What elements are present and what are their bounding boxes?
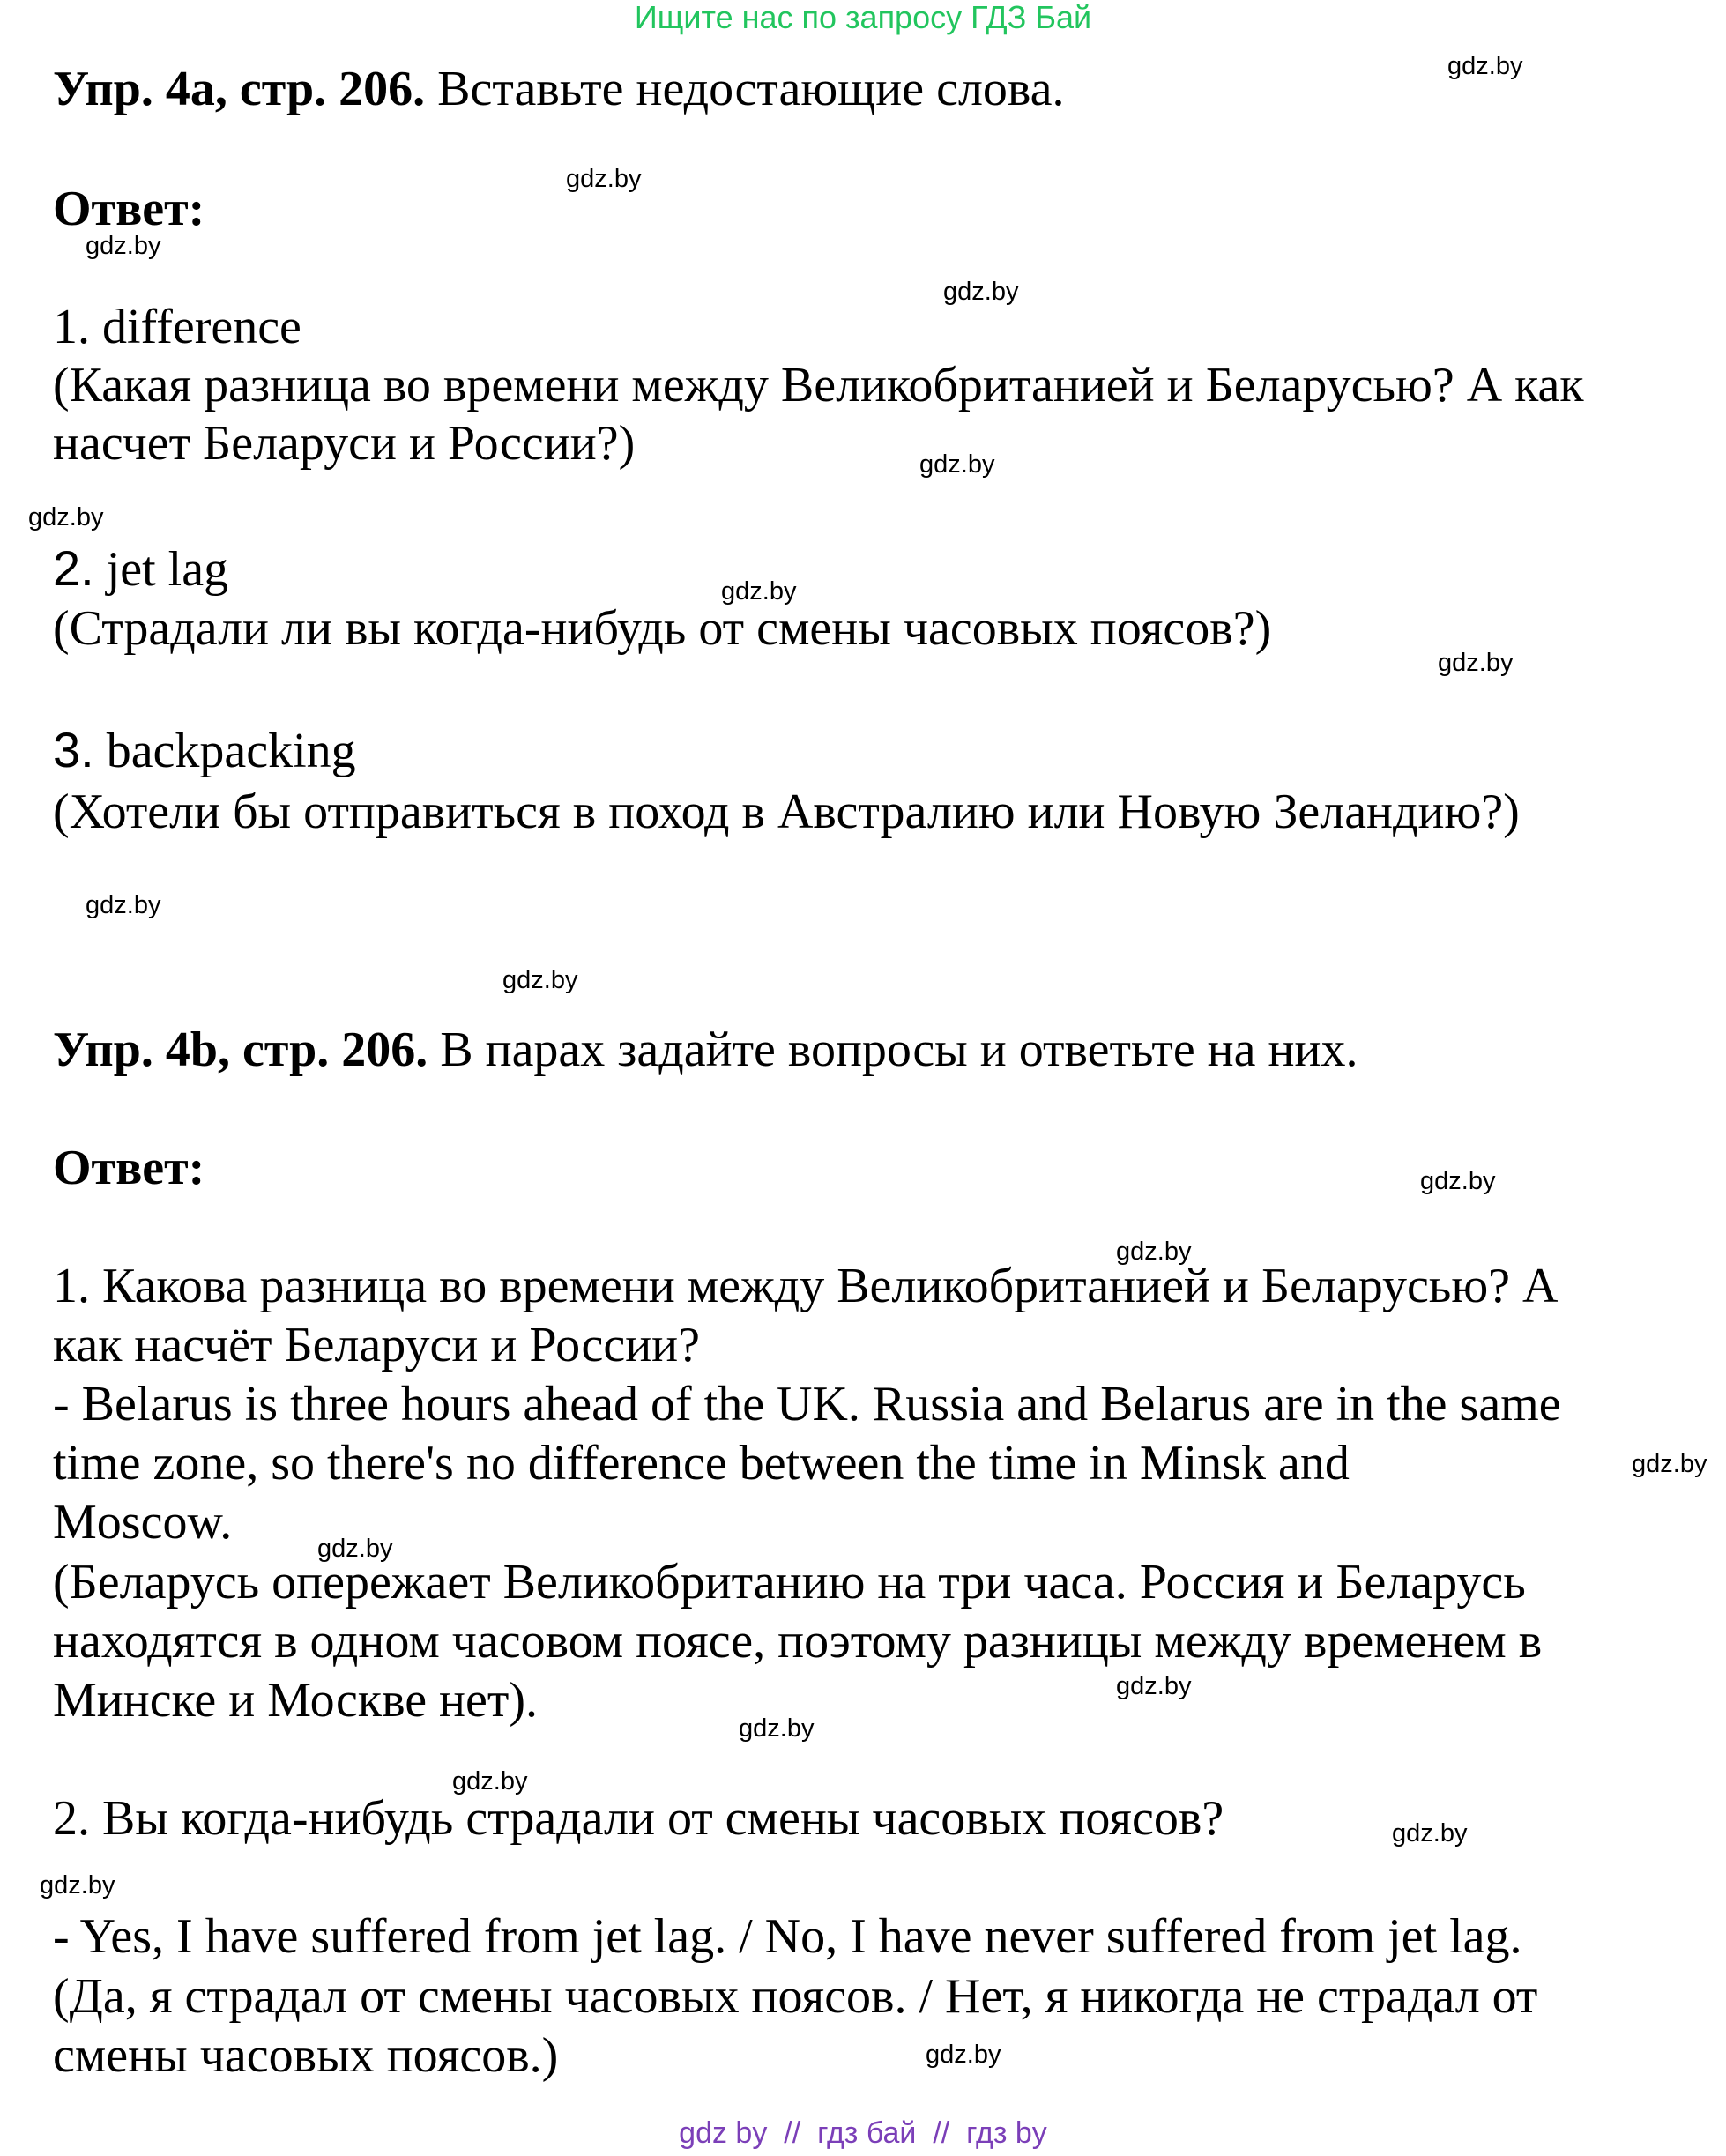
banner-text[interactable]: Ищите нас по запросу ГДЗ Бай [634, 0, 1092, 35]
watermark: gdz.by [502, 966, 578, 994]
footer-separator: // [784, 2116, 801, 2150]
footer-links [0, 2115, 1726, 2151]
exercise-a-heading [53, 60, 1064, 118]
exercise-a-item-2 [53, 539, 228, 598]
answer-line: Moscow. [53, 1495, 233, 1550]
exercise-a-item-3 [53, 721, 356, 780]
translation-line: находятся в одном часовом поясе, поэтому разницы между временем в [53, 1614, 1543, 1669]
exercise-b-heading [53, 1021, 1358, 1079]
watermark: gdz.by [1632, 1450, 1707, 1478]
exercise-b-answer-label: Ответ: [53, 1141, 205, 1195]
watermark: gdz.by [739, 1714, 815, 1743]
question-line: как насчёт Беларуси и России? [53, 1318, 700, 1372]
answer-line: - Yes, I have suffered from jet lag. / No, I have never suffered from jet lag. [53, 1909, 1522, 1964]
item-number: 3. [53, 722, 94, 777]
watermark: gdz.by [86, 891, 161, 919]
question-line: 2. Вы когда-нибудь страдали от смены часовых поясов? [53, 1791, 1224, 1846]
item-number: 1. [53, 300, 90, 354]
footer-link-gdz-bai[interactable]: гдз бай [817, 2116, 917, 2150]
watermark: gdz.by [1392, 1819, 1468, 1847]
item-number: 2. [53, 540, 94, 596]
translation-line: насчет Беларуси и России?) [53, 416, 636, 471]
item-word: backpacking [106, 724, 356, 778]
watermark: gdz.by [1116, 1672, 1192, 1700]
translation-line: (Да, я страдал от смены часовых поясов. / Нет, я никогда не страдал от [53, 1969, 1538, 2024]
exercise-a-label: Упр. 4а, стр. 206. [53, 62, 426, 116]
watermark: gdz.by [943, 278, 1019, 306]
watermark: gdz.by [28, 503, 104, 532]
watermark: gdz.by [40, 1871, 115, 1900]
exercise-b-instruction: В парах задайте вопросы и ответьте на них. [440, 1022, 1358, 1077]
watermark: gdz.by [1447, 52, 1523, 80]
watermark: gdz.by [1438, 649, 1514, 677]
translation-line: Минске и Москве нет). [53, 1673, 538, 1728]
answer-line: time zone, so there's no difference between the time in Minsk and [53, 1436, 1350, 1491]
translation-line: (Хотели бы отправиться в поход в Австралию или Новую Зеландию?) [53, 784, 1520, 839]
translation-line: смены часовых поясов.) [53, 2028, 559, 2083]
watermark: gdz.by [317, 1535, 393, 1563]
exercise-b-label: Упр. 4b, стр. 206. [53, 1022, 428, 1077]
watermark: gdz.by [452, 1767, 528, 1795]
watermark: gdz.by [86, 232, 161, 260]
watermark: gdz.by [919, 450, 995, 479]
footer-link-gdz-by[interactable]: gdz by [679, 2116, 768, 2150]
question-line: 1. Какова разница во времени между Великобританией и Беларусью? А [53, 1259, 1559, 1313]
watermark: gdz.by [1420, 1167, 1496, 1195]
footer-separator: // [933, 2116, 950, 2150]
watermark: gdz.by [721, 577, 797, 606]
translation-line: (Беларусь опережает Великобританию на три часа. Россия и Беларусь [53, 1555, 1526, 1610]
watermark: gdz.by [926, 2041, 1001, 2069]
answer-line: - Belarus is three hours ahead of the UK. Russia and Belarus are in the same [53, 1377, 1561, 1431]
exercise-a-answer-label: Ответ: [53, 182, 205, 236]
translation-line: (Страдали ли вы когда-нибудь от смены часовых поясов?) [53, 601, 1272, 656]
watermark: gdz.by [1116, 1238, 1192, 1266]
exercise-a-instruction: Вставьте недостающие слова. [437, 62, 1065, 116]
exercise-a-item-1 [53, 298, 301, 356]
top-banner[interactable] [0, 0, 1726, 35]
footer-link-gdz-by-2[interactable]: гдз by [966, 2116, 1047, 2150]
translation-line: (Какая разница во времени между Великобританией и Беларусью? А как [53, 358, 1584, 413]
watermark: gdz.by [566, 165, 642, 193]
item-word: difference [102, 300, 301, 354]
item-word: jet lag [106, 542, 229, 597]
